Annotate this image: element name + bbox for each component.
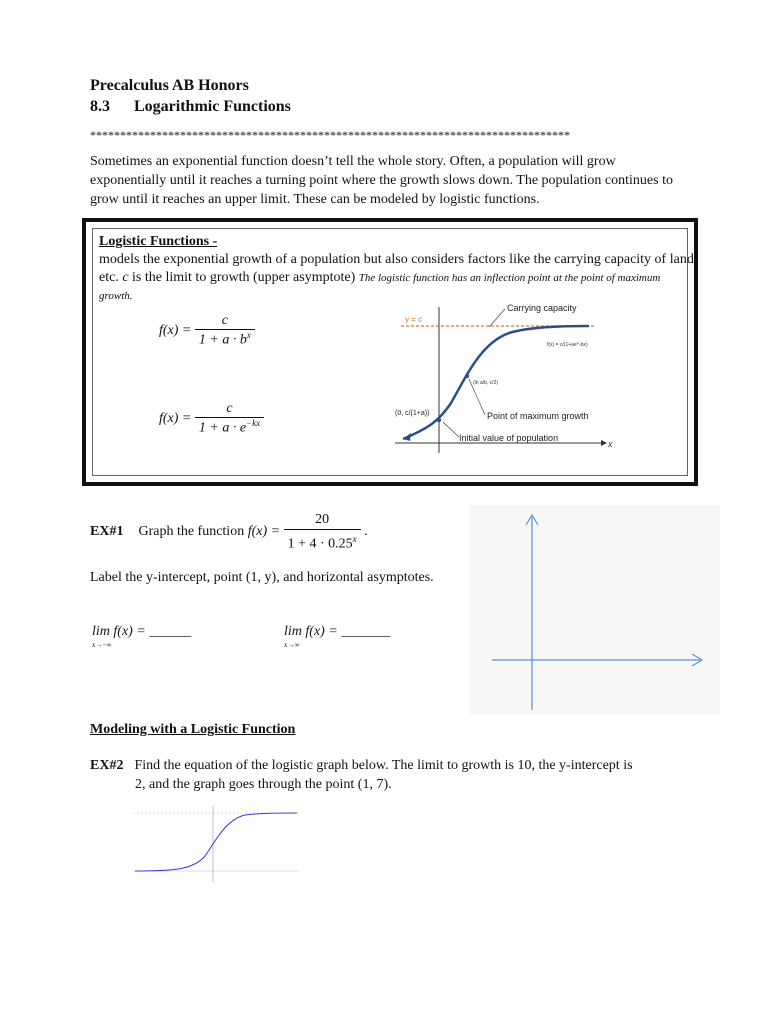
ex2-logistic-curve — [135, 813, 297, 871]
initial-value-label: Initial value of population — [459, 433, 559, 443]
ex1-text: Graph the function — [138, 524, 245, 540]
logistic-desc-c: c — [122, 270, 129, 285]
formula-1-num: c — [195, 313, 255, 330]
formula-logistic-e — [159, 401, 264, 437]
logistic-desc-1: models the exponential growth of a population but also considers factors like the carrying capacity of land etc. — [99, 252, 694, 285]
fx-label: f(x) = c/(1+ae^-bx) — [547, 342, 588, 348]
inflection-note: The logistic function has an inflection point at the point of maximum growth. — [99, 272, 661, 302]
ex2-text-1: Find the equation of the logistic graph below. The limit to growth is 10, the y-intercept is — [134, 758, 633, 773]
logistic-functions-box — [82, 218, 698, 486]
course-title: Precalculus AB Honors — [90, 77, 249, 94]
asymptote-label: y = c — [405, 315, 423, 324]
axes-background — [470, 505, 720, 715]
lim2-expression: lim f(x) = _______ — [284, 624, 391, 639]
logistic-description — [99, 233, 695, 305]
section-number: 8.3 — [90, 98, 110, 115]
initial-pointer — [443, 422, 459, 437]
formula-2-num: c — [195, 401, 264, 418]
inflection-point — [465, 374, 469, 378]
ex2-label: EX#2 — [90, 758, 124, 773]
logistic-curve-graph — [389, 303, 619, 463]
formula-2-fraction — [195, 401, 264, 437]
formula-1-fraction — [195, 313, 255, 349]
section-heading — [90, 97, 291, 117]
limit-neg-infinity — [92, 622, 191, 649]
section-title: Logarithmic Functions — [134, 98, 291, 115]
lim1-subscript: x→−∞ — [92, 641, 112, 649]
initial-point — [437, 418, 441, 422]
formula-2-den: 1 + a · e — [198, 420, 247, 436]
ex1-blank-axes — [470, 505, 720, 715]
ex1-exp: x — [352, 534, 357, 544]
graph-x-label: x — [608, 439, 613, 449]
ex1-den: 1 + 4 · 0.25 — [287, 536, 353, 552]
formula-1-den: 1 + a · b — [198, 332, 247, 348]
carrying-capacity-label: Carrying capacity — [507, 303, 577, 313]
lim2-subscript: x→∞ — [284, 641, 300, 649]
ex2-prompt — [90, 756, 690, 775]
logistic-desc-2: is the limit to growth (upper asymptote) — [132, 270, 356, 285]
ex2-text-2: 2, and the graph goes through the point (1, 7). — [135, 777, 392, 792]
ex1-prompt — [90, 510, 470, 554]
graph-x-arrow-icon — [601, 440, 607, 446]
ex1-instruction: Label the y-intercept, point (1, y), and horizontal asymptotes. — [90, 570, 434, 585]
intro-paragraph: Sometimes an exponential function doesn’t tell the whole story. Often, a population will grow exponentially until it reaches a turning point where the growth slows down. The population continues to grow until it reaches an upper limit. These can be modeled by logistic functions. — [90, 154, 673, 207]
limit-pos-infinity — [284, 622, 390, 649]
modeling-heading: Modeling with a Logistic Function — [90, 722, 296, 737]
logistic-box-inner — [92, 228, 694, 476]
max-growth-label: Point of maximum growth — [487, 411, 589, 421]
formula-2-lhs: f(x) = — [159, 411, 192, 427]
initial-point-label: (0, c/(1+a)) — [395, 410, 430, 417]
ex1-fraction — [284, 510, 361, 554]
carrying-pointer — [489, 309, 505, 327]
inflection-label: (ln a/b, c/2) — [473, 380, 499, 386]
formula-1-lhs: f(x) = — [159, 323, 192, 339]
ex1-lhs: f(x) = — [247, 524, 281, 540]
star-divider: ******************************************************************************** — [90, 128, 570, 142]
lim1-expression: lim f(x) = ______ — [92, 624, 192, 639]
ex1-period: . — [364, 524, 368, 540]
formula-logistic-b — [159, 313, 255, 349]
formula-2-exp: −kx — [246, 418, 261, 428]
ex1-num: 20 — [284, 510, 361, 530]
formula-1-exp: x — [246, 330, 251, 340]
ex2-logistic-graph — [133, 806, 299, 882]
logistic-heading: Logistic Functions - — [99, 234, 218, 249]
ex1-label: EX#1 — [90, 524, 124, 540]
